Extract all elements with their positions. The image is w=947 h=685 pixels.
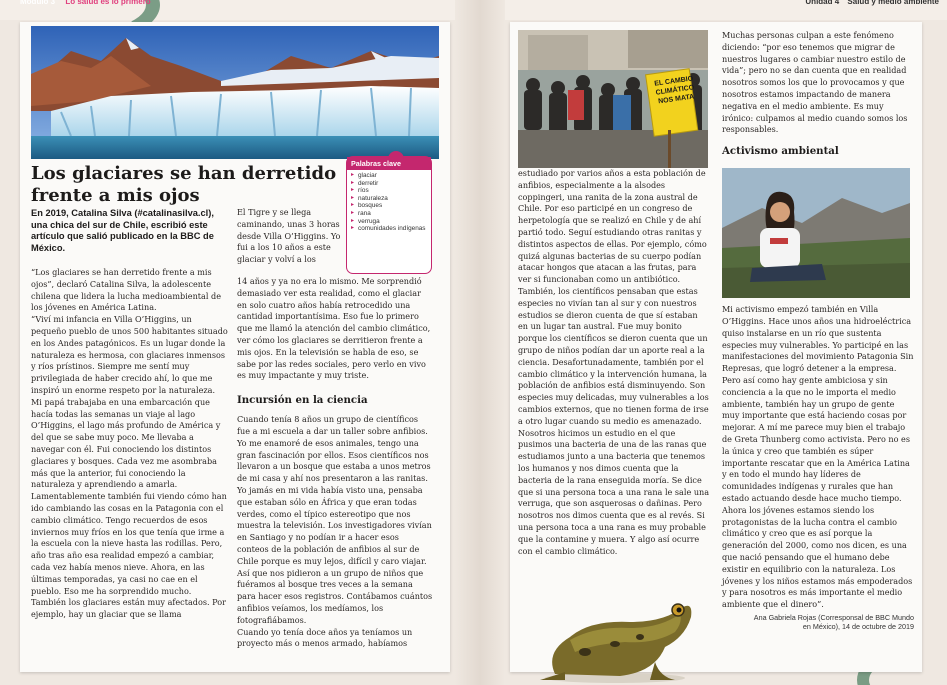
column-2: [237, 276, 433, 650]
paragraph: Muchas personas culpan a este fenómeno diciendo: “por eso tenemos que migrar de nuestros lugares o cambiar nuestro estilo de vida”; pero no se dan cuenta que en realidad nosotros somos los que lo provocamos y que nosotros estamos impactando de manera negativa en el medio ambiente. Es muy irónico: culpamos al medio cuando somos los responsables.: [722, 30, 908, 135]
keyword-item: ▸ comunidades indígenas: [351, 225, 427, 233]
sign-line: EL CAMBIO: [653, 75, 694, 88]
paragraph: Mi papá trabajaba en una embarcación que hacía todas las semanas un viaje al lago O’Higgins, el lago más profundo de América y del que se sabe muy poco. Me llevaba a navegar con él. Fui conociendo los distintos glaciares y bosques. Cada vez me asombraba más que la anterior, fui conociendo la naturaleza y aprendiendo a amarla.: [31, 396, 221, 490]
section-heading-science: Incursión en la ciencia: [237, 394, 368, 407]
module-title: Lo salud es lo primero: [65, 0, 151, 6]
module-label: Módulo 3: [20, 0, 56, 6]
keyword-item: ▸ derretir: [351, 180, 427, 188]
keyword-item: ▸ verruga: [351, 218, 427, 226]
keywords-list: [347, 170, 431, 235]
keyword-item: ▸ rana: [351, 210, 427, 218]
unit-title: Salud y medio ambiente: [847, 0, 939, 6]
paragraph: Cuando yo tenía doce años ya teníamos un proyecto más o menos armado, habíamos: [237, 626, 413, 649]
article-lead: En 2019, Catalina Silva (#catalinasilva.cl), una chica del sur de Chile, escribió este artículo que salió publicado en la BBC de México.: [31, 208, 214, 253]
keywords-box: [346, 156, 432, 274]
header-left: [20, 0, 151, 6]
keyword-item: ▸ bosques: [351, 202, 427, 210]
article-credit: [722, 613, 914, 632]
paragraph: Mi activismo empezó también en Villa O’Higgins. Hace unos años una hidroeléctrica quiso instalarse en un río que sustenta especies muy vulnerables. Yo participé en las manifestaciones del movimiento Patagonia Sin Represas, que logró detener a la empresa. Pero así como hay gente ambiciosa y sin conciencia a la que no le importa el medio ambiente, también hay un grupo de gente muy importante que está haciendo cosas por mejorar. A mí me parece muy bien el trabajo de Greta Thunberg como activista. Pero no es la única y creo que también es súper importante rescatar que en la América Latina y en todo el mundo hay líderes de comunidades indígenas y rurales que han estado actuando desde hace mucho tiempo. Ahora los jóvenes estamos siendo los protagonistas de la lucha contra el cambio climático y creo que es así porque la generación del 2000, como nos dicen, es una que nació pensando que el humano debe existir en equilibrio con la naturaleza. Los jóvenes y los niños estamos más empoderados y para nosotros es más importante el medio ambiente que el dinero”.: [722, 304, 914, 610]
column-3: [518, 168, 710, 557]
left-page: [20, 22, 450, 672]
sign-line: NOS MATA: [657, 93, 695, 106]
protest-sign: [652, 74, 697, 107]
keyword-item: ▸ glaciar: [351, 172, 427, 180]
column-4: [722, 30, 914, 632]
paragraph: Cuando tenía 8 años un grupo de científicos fue a mi escuela a dar un taller sobre anfibios. Yo me enamoré de esos animales, tengo una gran fascinación por ellos. Esos científicos nos llevaron a un bosque que estaba a unos metros de mi casa y ahí nos presentaron a las ranitas. Yo jamás en mi vida había visto una, pensaba que estaban sólo en África y que eran todas verdes, como el típico estereotipo que nos muestra la televisión. Los investigadores vivían en Santiago y no podían ir a hacer esos conteos de la población de anfibios al sur de Chile porque es muy lejos, difícil y caro viajar. Así que nos pidieron a un grupo de niños que fuéramos al bosque tres veces a la semana para hacer esos registros. Contábamos cuántos anfibios veíamos, los medíamos, los fotografiábamos.: [237, 414, 433, 625]
article-title: Los glaciares se han derretido frente a mis ojos: [31, 163, 337, 206]
right-page: [510, 22, 922, 672]
page-gutter: [455, 0, 505, 685]
catalina-photo: [722, 168, 910, 298]
frog-illustration: [535, 582, 695, 684]
keywords-heading: Palabras clave: [347, 157, 431, 170]
paragraph: También los glaciares están muy afectados. Por ejemplo, hay un glaciar que se llama: [31, 597, 227, 620]
sign-line: CLIMÁTICO: [655, 84, 695, 97]
keyword-item: ▸ ríos: [351, 187, 427, 195]
glacier-photo: [31, 26, 439, 159]
paragraph: Lamentablemente también fui viendo cómo han ido cambiando las cosas en la Patagonia con el cambio climático. Tengo recuerdos de esos inviernos muy fríos en los que tenía que irme a la escuela con la nieve hasta las rodillas. Pero, año tras año esa realidad empezó a cambiar, cada vez había menos nieve. Ahora, en las últimas temporadas, ya casi no cae en el pueblo. Eso me ha sorprendido mucho.: [31, 491, 227, 596]
keyword-item: ▸ naturaleza: [351, 195, 427, 203]
column-2-top: [237, 207, 341, 266]
paragraph: “Viví mi infancia en Villa O’Higgins, un pequeño pueblo de unos 500 habitantes situado en los Andes patagónicos. Es un lugar donde la naturaleza es hermosa, con glaciares inmensos y ríos prístinos. Siempre me sentí muy privilegiada de haber crecido ahí, lo que me inspiró un enorme respeto por la naturaleza.: [31, 314, 228, 395]
section-heading-activism: Activismo ambiental: [722, 145, 839, 158]
protest-photo: [518, 30, 708, 168]
paragraph: El Tigre y se llega caminando, unas 3 horas desde Villa O’Higgins. Yo fui a los 10 años a este glaciar y volví a los: [237, 207, 341, 265]
paragraph: estudiado por varios años a esta población de anfibios, especialmente a la alsodes coppingeri, una ranita de la zona austral de Chile. Por eso participé en un congreso de herpetología que se realizó en Chile y de ahí partió todo. Seguí estudiando otras ranitas y distintos aspectos de ellas. Por ejemplo, cómo quizá algunas bacterias de su cuerpo podían atacar hongos que atacan a las frutas, para ver si funcionaban como un antibiótico. También, los científicos pensaban que estas especies no vivían tan al sur y con nuestros estudios se dieron cuenta de que sí estaban en un lugar tan austral. Fue muy bonito porque los científicos se dieron cuenta que un grupo de niños podían dar un aporte real a la ciencia. Desafortunadamente, también por el cambio climático y la intervención humana, la población de anfibios está disminuyendo. Son especies muy delicadas, muy vulnerables a los cambios externos, que no tienen forma de irse a otro lugar cuando su medio es amenazado. Nosotros hicimos un estudio en el que pusimos una bacteria de una de las ranas que estudiamos junto a una bacteria que tenemos los humanos y nos dimos cuenta que la bacteria de la rana enseguida moría. Se dice que si una persona toca a una rana le sale una verruga, que son asquerosas o dañinas. Pero nosotros nos dimos cuenta que es al revés. Si una persona toca a una rana es muy probable que la contamine y muera. Y algo así ocurre con el cambio climático.: [518, 168, 710, 556]
header-right: [805, 0, 939, 6]
column-1: [31, 267, 229, 621]
unit-label: Unidad 4: [805, 0, 840, 6]
credit-line: Ana Gabriela Rojas (Corresponsal de BBC Mundo: [753, 612, 914, 622]
credit-line: en México), 14 de octubre de 2019: [802, 622, 914, 632]
paragraph: 14 años y ya no era lo mismo. Me sorprendió demasiado ver esta realidad, como el glaciar en solo cuatro años había retrocedido una cantidad importantísima. Eso fue lo primero que me llamó la atención del cambio climático, ver cómo los glaciares se derritieron frente a mis ojos. En la televisión se habla de eso, se sabe por las redes sociales, pero verlo en vivo es muy impactante y muy triste.: [237, 276, 431, 381]
paragraph: “Los glaciares se han derretido frente a mis ojos”, declaró Catalina Silva, la adolescente chilena que lidera la lucha medioambiental de los jóvenes en América Latina.: [31, 267, 222, 313]
